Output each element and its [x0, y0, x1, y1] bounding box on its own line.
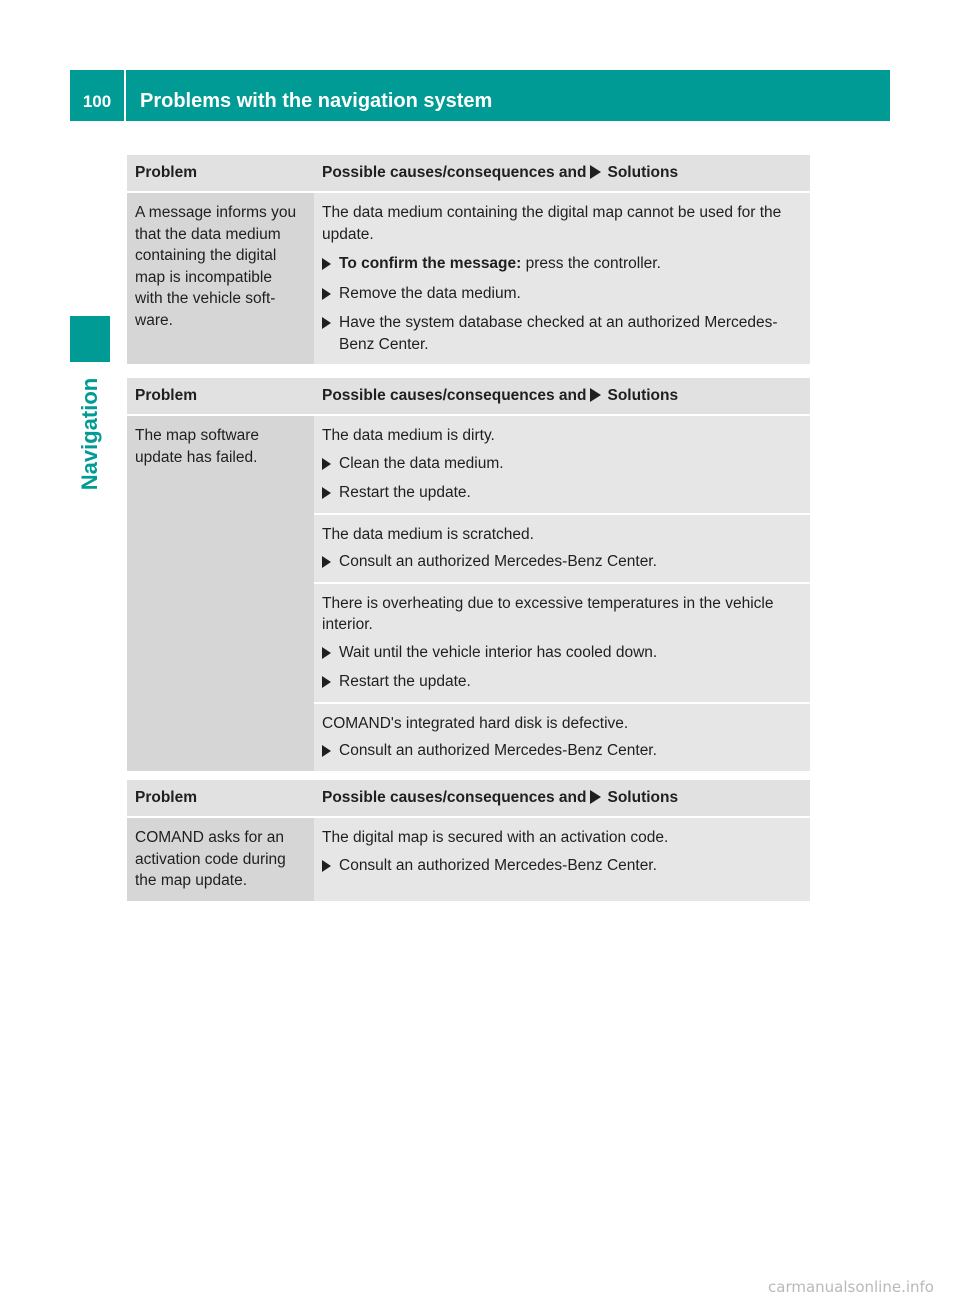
step-arrow-icon — [322, 556, 331, 568]
cause-text: There is overheating due to excessive temperatures in the vehicle interior. — [322, 594, 774, 633]
step-arrow-icon — [322, 458, 331, 470]
table-row — [127, 415, 810, 514]
cause-text: The data medium containing the digital map cannot be used for the update. — [322, 204, 782, 243]
solution-cell — [314, 817, 810, 901]
table-header-row — [127, 155, 810, 192]
step-arrow-icon — [322, 487, 331, 499]
solution-cell — [314, 415, 810, 514]
problem-header: Problem — [127, 378, 314, 415]
problem-cell: A message informs you that the data medium containing the digital map is incompatible with the vehicle soft- ware. — [127, 192, 314, 364]
solution-cell — [314, 514, 810, 583]
play-arrow-icon — [590, 165, 601, 179]
step-arrow-icon — [322, 288, 331, 300]
causes-header: Possible causes/consequences and Solutions — [314, 155, 810, 192]
cause-text: The digital map is secured with an activation code. — [322, 829, 669, 846]
problem-table-2 — [127, 378, 810, 771]
cause-text: The data medium is scratched. — [322, 525, 534, 543]
step-arrow-icon — [322, 258, 331, 270]
play-arrow-icon — [590, 388, 601, 402]
list-item: Consult an authorized Mercedes-Benz Center. — [322, 855, 802, 877]
problem-header: Problem — [127, 155, 314, 192]
list-item: Remove the data medium. — [322, 283, 802, 305]
solution-cell — [314, 583, 810, 703]
section-marker — [70, 316, 110, 362]
cause-text: The data medium is dirty. — [322, 427, 495, 444]
step-arrow-icon — [322, 745, 331, 757]
problem-table-3 — [127, 780, 810, 901]
list-item: Consult an authorized Mercedes-Benz Center. — [322, 740, 802, 762]
causes-header: Possible causes/consequences and Solutions — [314, 780, 810, 817]
problem-cell: COMAND asks for an activation code during the map update. — [127, 817, 314, 901]
section-tab — [70, 372, 110, 496]
table-header-row — [127, 780, 810, 817]
page-header — [70, 70, 890, 121]
table-header-row — [127, 378, 810, 415]
list-item: Clean the data medium. — [322, 453, 802, 475]
problem-header: Problem — [127, 780, 314, 817]
table-row — [127, 817, 810, 901]
table-row — [127, 192, 810, 364]
step-arrow-icon — [322, 676, 331, 688]
causes-header: Possible causes/consequences and Solutions — [314, 378, 810, 415]
solution-cell — [314, 703, 810, 771]
list-item: Wait until the vehicle interior has cooled down. — [322, 642, 802, 664]
problem-cell: The map software update has failed. — [127, 415, 314, 771]
cause-text: COMAND's integrated hard disk is defective. — [322, 714, 629, 732]
page-title: Problems with the navigation system — [140, 90, 493, 112]
play-arrow-icon — [590, 790, 601, 804]
page-number: 100 — [70, 70, 126, 121]
list-item: Consult an authorized Mercedes-Benz Center. — [322, 551, 802, 573]
problem-table-1 — [127, 155, 810, 364]
step-arrow-icon — [322, 317, 331, 329]
list-item: Restart the update. — [322, 671, 802, 693]
list-item: To confirm the message: press the controller. — [322, 253, 802, 275]
list-item: Have the system database checked at an authorized Mercedes-Benz Center. — [322, 312, 802, 355]
step-arrow-icon — [322, 647, 331, 659]
solution-cell — [314, 192, 810, 364]
section-label: Navigation — [77, 377, 102, 491]
step-arrow-icon — [322, 860, 331, 872]
watermark: carmanualsonline.info — [768, 1278, 934, 1296]
list-item: Restart the update. — [322, 482, 802, 504]
